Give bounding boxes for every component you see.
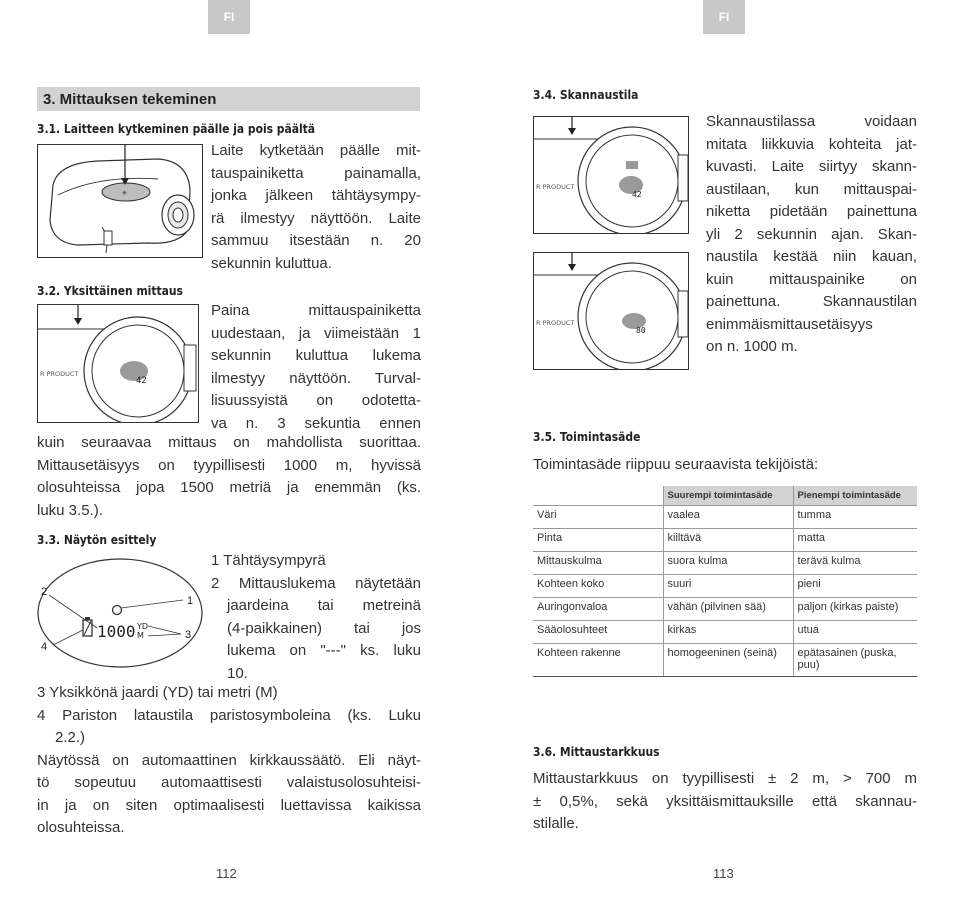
heading-3-2: 3.2. Yksittäinen mittaus (37, 283, 183, 298)
table-cell: suuri (663, 575, 793, 598)
table-cell: Pinta (533, 529, 663, 552)
text-line: sammuu itsestään n. 20 (211, 232, 421, 249)
heading-3-3: 3.3. Näytön esittely (37, 532, 157, 547)
device-single-measure-illustration (37, 304, 199, 423)
text-line: stilalle. (533, 815, 579, 832)
text-line: rä ilmestyy näyttöön. Laite (211, 209, 421, 227)
display-unit-m: M (137, 631, 144, 640)
text-line: in ja on siten optimaalisesti luettavissa kaikissa (37, 796, 421, 814)
table-header-row (533, 486, 917, 506)
table-cell: Kohteen rakenne (533, 644, 663, 677)
table-cell: Kohteen koko (533, 575, 663, 598)
table-row (533, 644, 917, 677)
text-line: olosuhteissa jopa 1500 metriä ja enemmän (ks. (37, 479, 421, 496)
table-cell: vaalea (663, 506, 793, 529)
legend-item-2-line: jaardeina tai metreinä (227, 597, 421, 614)
scan-illustration-1 (533, 116, 689, 234)
legend-item-2-line: 2 Mittauslukema näytetään (211, 574, 421, 592)
table-cell: matta (793, 529, 917, 552)
legend-item-4-line: 2.2.) (55, 729, 86, 746)
text-line: tö sopeutuu automaattisesti valaistusolosuhteisi- (37, 774, 421, 791)
language-tab: FI (703, 0, 745, 34)
language-tab: FI (208, 0, 250, 34)
table-cell: epätasainen (puska, puu) (793, 644, 917, 677)
callout-1: 1 (187, 595, 194, 607)
table-cell: pieni (793, 575, 917, 598)
text-line: kuvasti. Laite siirtyy skann- (706, 158, 917, 175)
table-cell: suora kulma (663, 552, 793, 575)
heading-3-6: 3.6. Mittaustarkkuus (533, 744, 660, 759)
text-3-5-intro: Toimintasäde riippuu seuraavista tekijöistä: (533, 456, 819, 473)
table-row (533, 598, 917, 621)
legend-item-1: 1 Tähtäysympyrä (211, 552, 326, 569)
illus-label: R PRODUCT (536, 183, 575, 191)
heading-3-1: 3.1. Laitteen kytkeminen päälle ja pois päältä (37, 121, 316, 136)
table-cell: utua (793, 621, 917, 644)
text-line: Skannaustilassa voidaan (706, 113, 917, 130)
text-3-2-side (211, 300, 421, 435)
text-line: uudestaan, ja viimeistään 1 (211, 324, 421, 342)
legend-item-3: 3 Yksikkönä jaardi (YD) tai metri (M) (37, 684, 278, 701)
text-line: ± 0,5%, sekä yksittäismittauksille että skannau- (533, 792, 917, 810)
scan-reading-2: 80 (636, 326, 646, 335)
text-line: lisuussyistä on odotetta- (211, 392, 421, 409)
text-line: yli 2 sekunnin ajan. Skan- (706, 225, 917, 243)
text-line: sekunnin kuluttua lukema (211, 347, 421, 364)
text-line: Näytössä on automaattinen kirkkaussäätö. Eli näyt- (37, 751, 421, 769)
legend-item-2-line: lukema on "---" ks. luku (227, 642, 421, 659)
table-header-cell (533, 486, 663, 506)
table-cell: tumma (793, 506, 917, 529)
text-line: kuin seuraavaa mittaus on mahdollista suorittaa. (37, 434, 421, 451)
text-line: olosuhteissa. (37, 819, 125, 836)
text-line: enimmäismittausetäisyys (706, 315, 873, 333)
text-line: mitata liikkuvia kohteita jat- (706, 135, 917, 153)
svg-text:⌖: ⌖ (122, 189, 128, 199)
text-line: jonka jälkeen tähtäysympy- (211, 187, 421, 204)
text-line: Laite kytketään päälle mit- (211, 142, 421, 159)
illus-label: R PRODUCT (536, 319, 575, 327)
table-cell: Sääolosuhteet (533, 621, 663, 644)
legend-item-4-line: 4 Pariston lataustila paristosymboleina (ks. Luku (37, 706, 421, 724)
text-line: sekunnin kuluttua. (211, 254, 332, 272)
scan-reading-1: 42 (632, 190, 642, 199)
text-line: painettuna. Skannaustilan (706, 293, 917, 310)
text-3-3-full (37, 682, 421, 840)
table-cell: Mittauskulma (533, 552, 663, 575)
text-line: tauspainiketta painamalla, (211, 164, 421, 182)
text-3-1 (211, 140, 421, 275)
text-line: va n. 3 sekuntia ennen (211, 414, 421, 432)
table-cell: paljon (kirkas paiste) (793, 598, 917, 621)
device-power-illustration (37, 144, 203, 258)
display-legend-items (211, 550, 421, 685)
illus-reading: 42 (136, 376, 147, 386)
page-number: 113 (713, 866, 734, 881)
text-line: Mittausetäisyys on tyypillisesti 1000 m, hyvissä (37, 456, 421, 474)
text-line: niketta pidetään painettuna (706, 203, 917, 220)
text-3-4 (706, 111, 917, 359)
text-line: Paina mittauspainiketta (211, 302, 421, 319)
display-unit-yd: YD (137, 622, 149, 631)
callout-2: 2 (41, 586, 48, 598)
heading-3-5: 3.5. Toimintasäde (533, 429, 641, 444)
right-page (477, 0, 954, 917)
text-line: naustila kestää niin kauan, (706, 248, 917, 265)
table-header-cell: Pienempi toimintasäde (793, 486, 917, 506)
callout-4: 4 (41, 641, 48, 653)
table-cell: kiiltävä (663, 529, 793, 552)
table-row (533, 552, 917, 575)
range-factors-table (533, 486, 917, 677)
text-3-2-full (37, 432, 421, 522)
table-header-cell: Suurempi toimintasäde (663, 486, 793, 506)
text-line: on n. 1000 m. (706, 338, 798, 355)
text-line: ilmestyy näyttöön. Turval- (211, 369, 421, 387)
illus-label: R PRODUCT (40, 370, 79, 378)
text-line: luku 3.5.). (37, 501, 103, 519)
section-title: 3. Mittauksen tekeminen (37, 87, 420, 111)
text-line: Mittaustarkkuus on tyypillisesti ± 2 m, > 700 m (533, 770, 917, 787)
table-cell: Väri (533, 506, 663, 529)
text-line: kuin mittauspainike on (706, 270, 917, 288)
table-cell: vähän (pilvinen sää) (663, 598, 793, 621)
heading-3-4: 3.4. Skannaustila (533, 87, 639, 102)
display-reading: 1000 (97, 622, 136, 641)
scan-illustration-2 (533, 252, 689, 370)
table-row (533, 506, 917, 529)
table-cell: Auringonvaloa (533, 598, 663, 621)
table-cell: terävä kulma (793, 552, 917, 575)
table-row (533, 575, 917, 598)
table-row (533, 529, 917, 552)
display-diagram (37, 558, 203, 668)
page-number: 112 (216, 866, 237, 881)
text-line: austilaan, kun mittauspai- (706, 180, 917, 198)
table-row (533, 621, 917, 644)
legend-item-2-line: 10. (227, 664, 248, 682)
table-cell: homogeeninen (seinä) (663, 644, 793, 677)
table-cell: kirkas (663, 621, 793, 644)
legend-item-2-line: (4-paikkainen) tai jos (227, 619, 421, 637)
text-3-6 (533, 768, 917, 836)
callout-3: 3 (185, 629, 192, 641)
